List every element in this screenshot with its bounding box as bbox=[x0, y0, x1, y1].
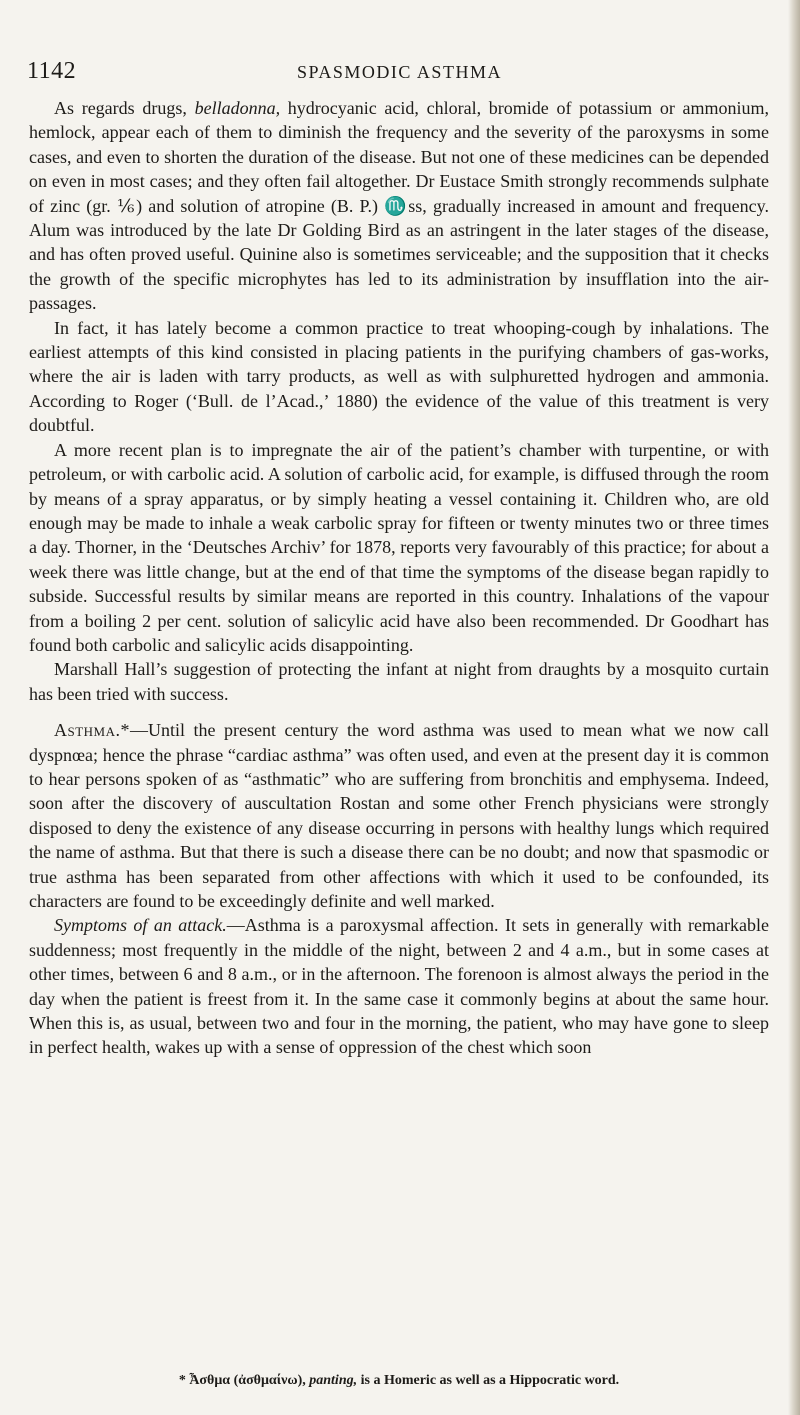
footnote-italic: panting, bbox=[309, 1373, 358, 1388]
section-heading-asthma: Asthma.* bbox=[54, 720, 131, 741]
page-number: 1142 bbox=[27, 58, 77, 84]
footnote bbox=[29, 1372, 769, 1390]
paragraph-text: —Until the present century the word asthma was used to mean what we now call dyspnœa; hence the phrase “cardiac asthma” was often used, and even at the present day it is common to hear persons spoken of as “asthmatic” who are suffering from bronchitis and emphysema. Indeed, soon after the discovery of auscultation Rostan and some other French physicians were strongly disposed to deny the existence of any disease occurring in persons with healthy lungs which required the name of asthma. But that there is such a disease there can be no doubt; and now that spasmodic or true asthma has been separated from other affections with which it used to be confounded, its characters are found to be exceedingly definite and well marked. bbox=[29, 720, 769, 911]
paragraph-drugs bbox=[29, 96, 769, 316]
footnote-greek: Ἆσθμα (ἀσθμαίνω), bbox=[189, 1373, 306, 1388]
paragraph-text: —Asthma is a paroxysmal affection. It sets in generally with remarkable suddenness; most frequently in the middle of the night, between 2 and 4 a.m., but in some cases at other times, between 6 and 8 a.m., or in the afternoon. The forenoon is almost always the period in the day when the patient is freest from it. In the same case it commonly begins at about the same hour. When this is, as usual, between two and four in the morning, the patient, who may have gone to sleep in perfect health, wakes up with a sense of oppression of the chest which soon bbox=[29, 915, 769, 1058]
paragraph-asthma bbox=[29, 718, 769, 913]
paragraph-symptoms bbox=[29, 913, 769, 1059]
paragraph-text: Marshall Hall’s suggestion of protecting the infant at night from draughts by a mosquito curtain has been tried with success. bbox=[29, 659, 769, 704]
paragraph-text: In fact, it has lately become a common practice to treat whooping-cough by inhalations. The earliest attempts of this kind consisted in placing patients in the purifying chambers of gas-works, where the air is laden with tarry products, as well as with sulphuretted hydrogen and ammonia. According to Roger (‘Bull. de l’Acad.,’ 1880) the evidence of the value of this treatment is very doubtful. bbox=[29, 317, 769, 436]
running-title: SPASMODIC ASTHMA bbox=[297, 62, 502, 82]
footnote-marker: * bbox=[178, 1373, 186, 1388]
subheading-symptoms: Symptoms of an attack. bbox=[54, 915, 227, 936]
paragraph-text: hydrocyanic acid, chloral, bromide of potassium or ammonium, hemlock, appear each of them to diminish the frequency and the severity of the paroxysms in some cases, and even to shorten the duration of the disease. But not one of these medicines can be depended on even in most cases; and they often fail altogether. Dr Eustace Smith strongly recommends sulphate of zinc (gr. ⅙) and solution of atropine (B. P.) ♏ss, gradually increased in amount and frequency. Alum was introduced by the late Dr Golding Bird as an astringent in the later stages of the disease, and has often proved useful. Quinine also is sometimes serviceable; and the supposition that it checks the growth of the specific microphytes has led to its administration by insufflation into the air-passages. bbox=[29, 98, 770, 314]
paragraph-inhalations bbox=[29, 316, 769, 438]
body-text bbox=[29, 96, 769, 1060]
footnote-text: is a Homeric as well as a Hippocratic word. bbox=[360, 1373, 620, 1388]
italic-term: belladonna, bbox=[194, 98, 281, 118]
paragraph-marshall-hall bbox=[29, 657, 769, 706]
page-header bbox=[27, 58, 772, 92]
paragraph-recent-plan bbox=[29, 438, 769, 658]
page-edge-shadow bbox=[788, 0, 800, 1415]
paragraph-lead: As regards drugs, bbox=[54, 98, 187, 118]
paragraph-text: A more recent plan is to impregnate the air of the patient’s chamber with turpentine, or with petroleum, or with carbolic acid. A solution of carbolic acid, for example, is diffused through the room by means of a spray apparatus, or by simply heating a vessel containing it. Children who, are old enough may be made to inhale a weak carbolic spray for fifteen or twenty minutes two or three times a day. Thorner, in the ‘Deutsches Archiv’ for 1878, reports very favourably of this practice; for about a week there was little change, but at the end of that time the symptoms of the disease began rapidly to subside. Successful results by similar means are reported in this country. Inhalations of the vapour from a boiling 2 per cent. solution of salicylic acid have also been recommended. Dr Goodhart has found both carbolic and salicylic acids disappointing. bbox=[29, 439, 769, 655]
